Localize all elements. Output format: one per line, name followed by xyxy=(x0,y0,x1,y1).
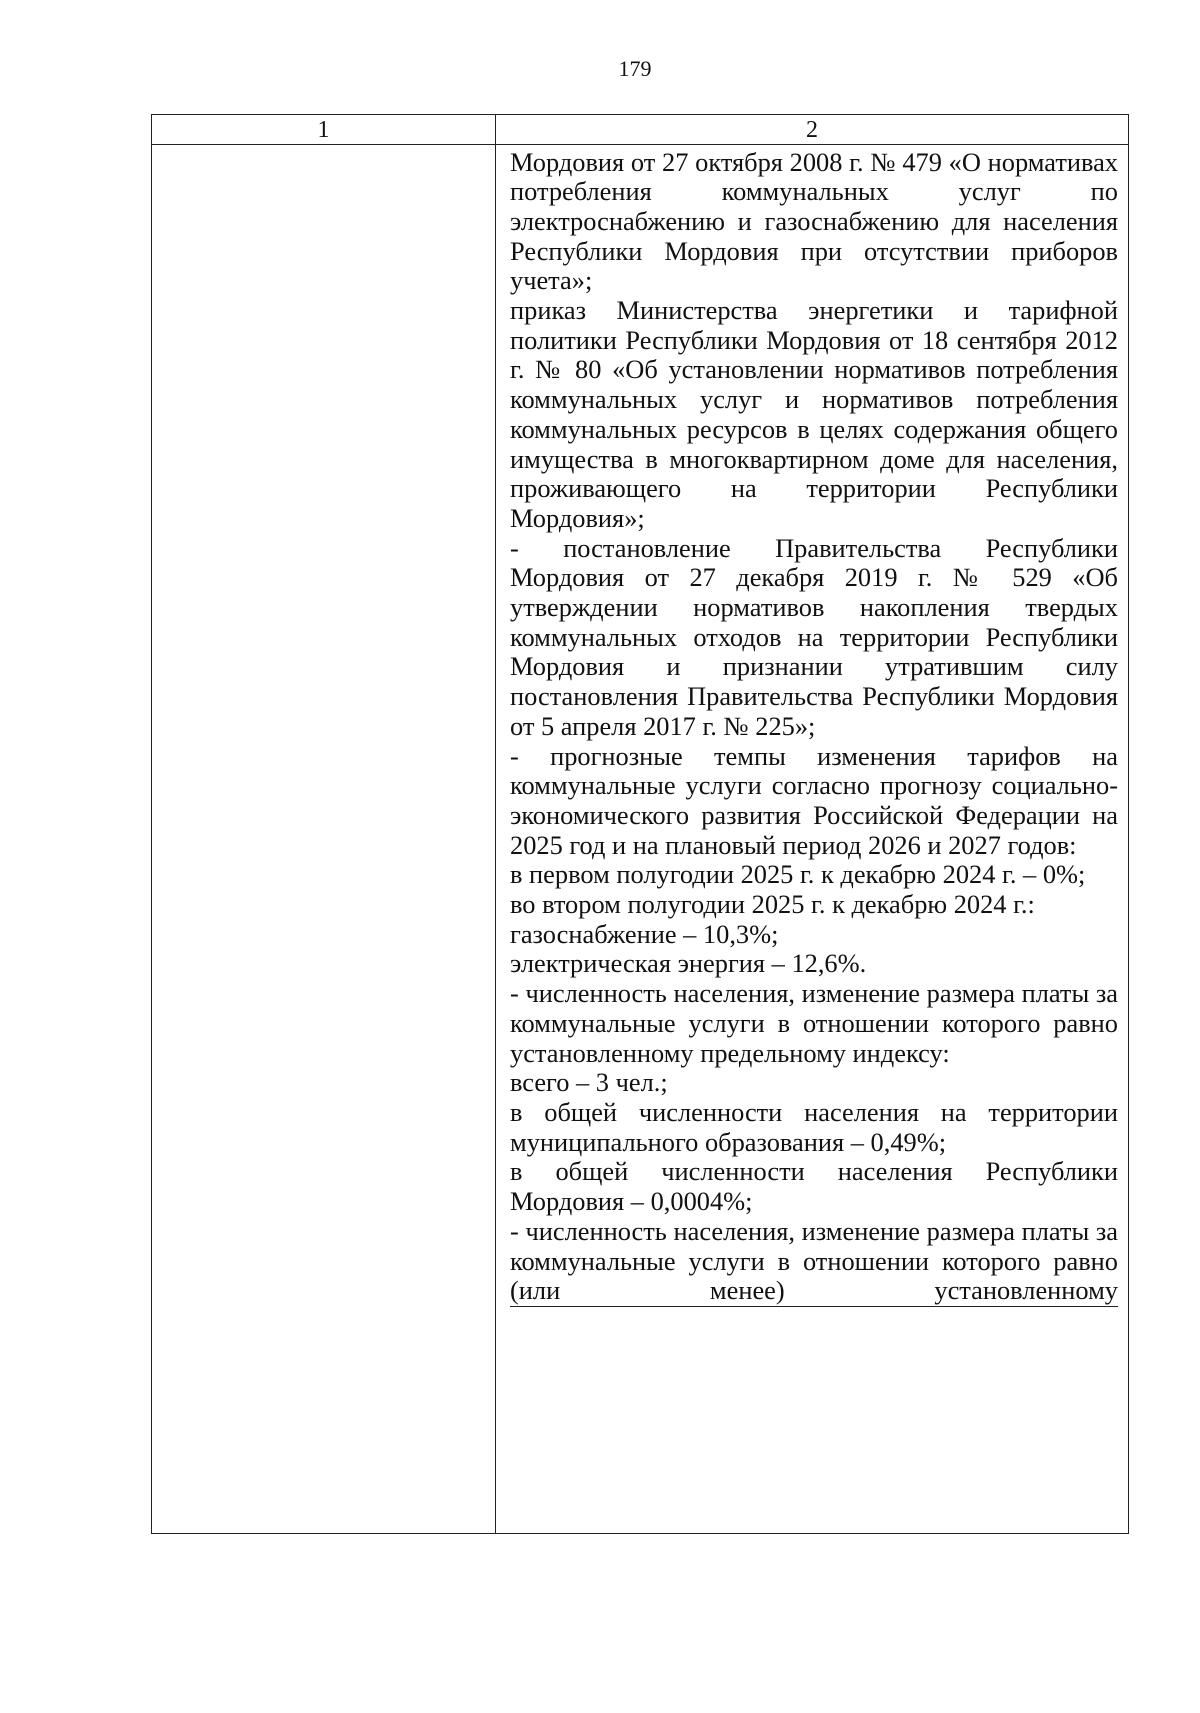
table-header-row xyxy=(152,115,1128,145)
paragraph-order-80: приказ Министерства энергетики и тарифной политики Республики Мордовия от 18 сентября 2012 г. № 80 «Об установлении нормативов потребления коммунальных услуг и нормативов потребления коммунальных ресурсов в целях содержания общего имущества в многоквартирном доме для населения, проживающего на территории Республики Мордовия»; xyxy=(510,295,1118,533)
paragraph-population-equal-or-less: - численность населения, изменение размера платы за коммунальные услуги в отношении которого равно (или менее) установленному xyxy=(510,1215,1118,1306)
table-cell-col-1 xyxy=(152,145,495,1533)
paragraph-electric-energy: электрическая энергия – 12,6%. xyxy=(510,948,867,979)
document-table xyxy=(151,114,1129,1534)
table-header-col-2: 2 xyxy=(806,117,818,143)
paragraph-gas-supply: газоснабжение – 10,3%; xyxy=(510,918,779,949)
paragraph-total-persons: всего – 3 чел.; xyxy=(510,1067,668,1098)
table-cell-col-2 xyxy=(510,148,1118,1307)
table-header-col-1: 1 xyxy=(317,117,330,143)
paragraph-share-municipality: в общей численности населения на территории муниципального образования – 0,49%; xyxy=(510,1097,1118,1157)
column-divider xyxy=(495,115,496,1533)
paragraph-tariff-forecast: - прогнозные темпы изменения тарифов на коммунальные услуги согласно прогнозу социально-экономического развития Российской Федерации на 2025 год и на плановый период 2026 и 2027 годов: xyxy=(510,740,1118,860)
paragraph-second-half-2025: во втором полугодии 2025 г. к декабрю 2024 г.: xyxy=(510,889,1035,920)
page-number: 179 xyxy=(618,56,652,81)
paragraph-first-half-2025: в первом полугодии 2025 г. к декабрю 2024 г. – 0%; xyxy=(510,859,1086,890)
paragraph-resolution-479: Мордовия от 27 октября 2008 г. № 479 «О нормативах потребления коммунальных услуг по электроснабжению и газоснабжению для населения Республики Мордовия при отсутствии приборов учета»; xyxy=(510,146,1118,296)
paragraph-share-republic: в общей численности населения Республики Мордовия – 0,0004%; xyxy=(510,1156,1118,1217)
paragraph-resolution-529: - постановление Правительства Республики Мордовия от 27 декабря 2019 г. № 529 «Об утверждении нормативов накопления твердых коммунальных отходов на территории Республики Мордовия и признании утратившим силу постановления Правительства Республики Мордовия от 5 апреля 2017 г. № 225»; xyxy=(510,532,1118,741)
paragraph-population-equal-index: - численность населения, изменение размера платы за коммунальные услуги в отношении которого равно установленному предельному индексу: xyxy=(510,978,1118,1068)
